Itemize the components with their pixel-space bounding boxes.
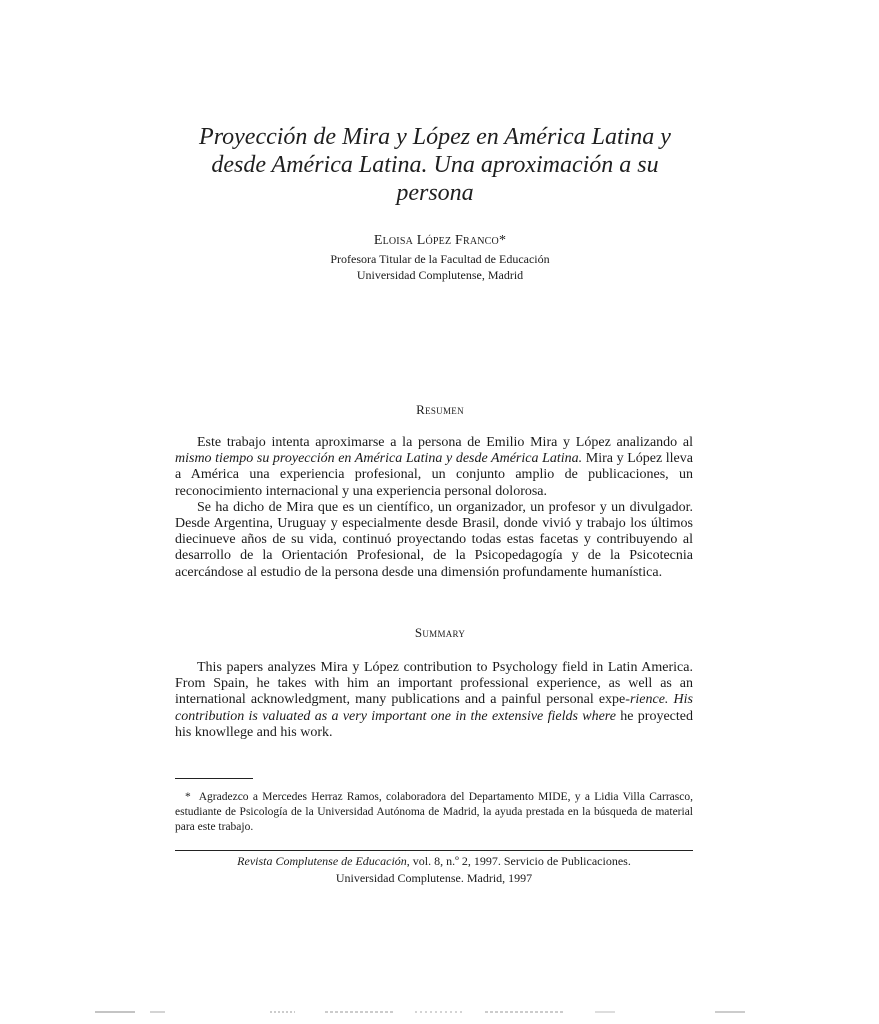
resumen-paragraph-1 [175,435,693,500]
resumen-heading: Resumen [416,402,464,417]
footnote-text: Agradezco a Mercedes Herraz Ramos, colaboradora del Departamento MIDE, y a Lidia Villa Carrasco, estudiante de Psicología de la Universidad Autónoma de Madrid, la ayuda prestada en la búsqueda de material para este trabajo. [175,791,693,833]
resumen-p1-end: Mira y López lleva a América una experiencia profesional, un conjunto amplio de publicaciones, un reconocimiento internacional y una experiencia personal dolorosa. [175,451,693,499]
summary-p1-start: This papers analyzes Mira y López contribution to Psychology field in Latin America. From Spain, he takes with him an important professional experience, as well as an international acknowledgment, many publications and a painful personal expe [175,660,693,708]
journal-details: , vol. 8, n.º 2, 1997. Servicio de Publicaciones. [406,854,631,868]
resumen-paragraph-2: Se ha dicho de Mira que es un científico, un organizador, un profesor y un divulgador. Desde Argentina, Uruguay y especialmente desde Brasil, donde vivió y trabajo los últimos diecinueve años de su vida, continuó proyectando todas estas facetas y contribuyendo al desarrollo de la Orientación Profesional, de la Psicopedagogía y de la Psicotecnia acercándose al estudio de la persona desde una dimensión profundamente humanística. [175,499,693,580]
footnote-mark: * [185,791,191,803]
journal-publisher: Universidad Complutense. Madrid, 1997 [335,871,533,885]
footnote-rule [175,778,253,779]
scan-artifact-marks [95,1010,745,1014]
summary-paragraph-1: This papers analyzes Mira y López contribution to Psychology field in Latin America. From Spain, he takes with him an important professional experience, as well as an international acknowledgment, many publications and a painful personal expe-rience. His contribution is valuated as a very important one in the extensive fields where he proyected his knowllege and his work. [175,660,693,740]
footnote [175,790,693,835]
journal-rule [175,850,693,851]
author-position: Profesora Titular de la Facultad de Educación [330,252,550,266]
title-line-3: persona [396,180,474,206]
author-institution: Universidad Complutense, Madrid [356,268,524,282]
summary-heading: Summary [414,625,466,640]
journal-name: Revista Complutense de Educación [237,854,407,868]
summary-body [175,660,693,741]
title-line-1: Proyección de Mira y López en América Latina y [199,124,671,150]
summary-p1-end: he proyected his knowllege and his work. [175,708,693,740]
resumen-p1-start: Este trabajo intenta aproximarse a la persona de Emilio Mira y López analizando al [197,435,693,450]
title-line-2: desde América Latina. Una aproximación a su [211,152,659,178]
summary-p1-italic: rience. His contribution is valuated as a very important one in the extensive fields where [175,692,693,724]
author-name: Eloisa López Franco* [373,233,507,248]
resumen-body [175,435,693,581]
journal-citation [175,853,693,870]
article-title [170,123,700,207]
resumen-p1-italic: mismo tiempo su proyección en América Latina y desde América Latina. [175,451,583,467]
